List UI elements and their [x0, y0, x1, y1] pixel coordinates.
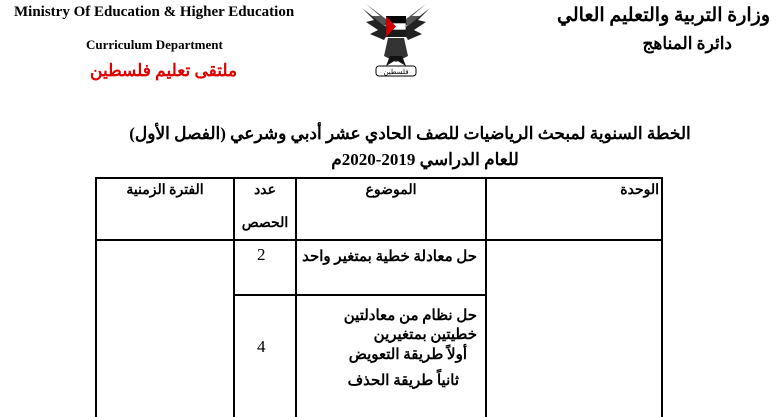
palestine-emblem-icon	[356, 0, 436, 85]
emblem-caption: فلسطين	[383, 68, 409, 76]
header-periods-line2: الحصص	[241, 216, 289, 231]
header-topic: الموضوع	[365, 183, 417, 198]
plan-year: للعام الدراسي 2019-2020م	[331, 150, 519, 169]
header-unit: الوحدة	[620, 183, 659, 198]
row-2-periods: 4	[257, 337, 266, 356]
department-name-en: Curriculum Department	[86, 37, 223, 52]
header-periods-line1: عدد	[254, 183, 276, 198]
plan-title: الخطة السنوية لمبحث الرياضيات للصف الحادي عشر أدبي وشرعي (الفصل الأول)	[129, 124, 691, 143]
plan-table	[95, 177, 663, 417]
ministry-name-ar: وزارة التربية والتعليم العالي	[557, 5, 770, 26]
row-2-topic-line2: أولاً طريقة التعويض	[348, 347, 467, 363]
header-timeframe: الفترة الزمنية	[126, 183, 204, 198]
row-1-periods: 2	[257, 245, 266, 264]
row-1-topic: حل معادلة خطية بمتغير واحد	[302, 249, 477, 265]
department-name-ar: دائرة المناهج	[642, 34, 732, 53]
row-2-topic-line1: حل نظام من معادلتين خطيتين بمتغيرين	[343, 308, 477, 343]
ministry-name-en: Ministry Of Education & Higher Education	[14, 4, 295, 20]
row-2-topic-line3: ثانياً طريقة الحذف	[347, 373, 459, 389]
forum-name-ar: ملتقى تعليم فلسطين	[90, 61, 238, 80]
